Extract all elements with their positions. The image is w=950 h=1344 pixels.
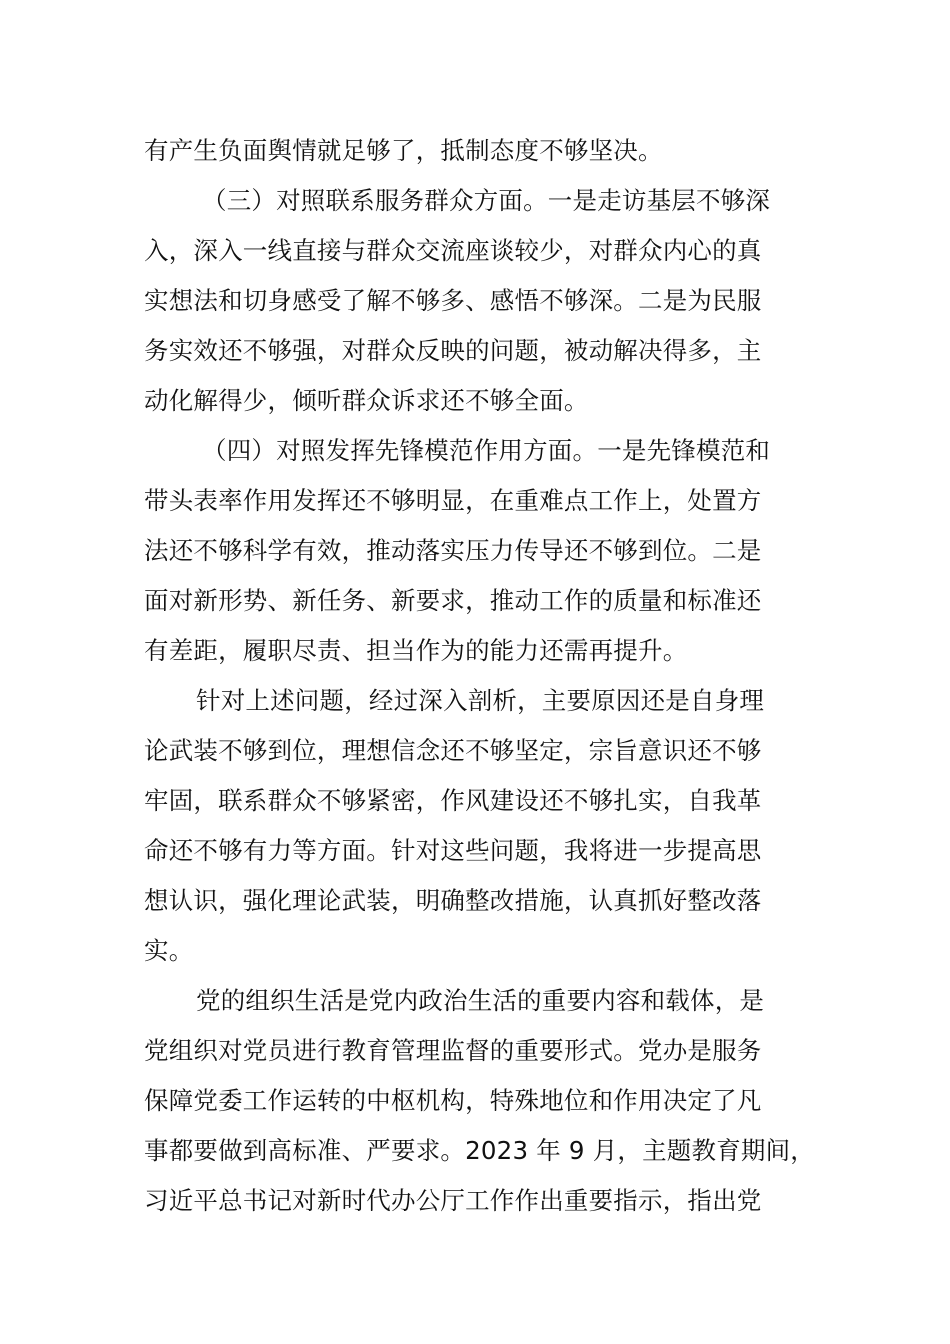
text-line: 有产生负面舆情就足够了，抵制态度不够坚决。: [144, 136, 663, 165]
text-line: 想认识，强化理论武装，明确整改措施，认真抓好整改落: [144, 886, 762, 915]
text-line: 面对新形势、新任务、新要求，推动工作的质量和标准还: [144, 586, 762, 615]
section-three-heading-line: （三）对照联系服务群众方面。一是走访基层不够深: [202, 186, 771, 215]
text-line: 法还不够科学有效，推动落实压力传导还不够到位。二是: [144, 536, 762, 565]
text-line: 实想法和切身感受了解不够多、感悟不够深。二是为民服: [144, 286, 762, 315]
paragraph-start-line: 针对上述问题，经过深入剖析，主要原因还是自身理: [196, 686, 765, 715]
text-line: 保障党委工作运转的中枢机构，特殊地位和作用决定了凡: [144, 1086, 762, 1115]
text-line: 命还不够有力等方面。针对这些问题，我将进一步提高思: [144, 836, 762, 865]
text-line: 有差距，履职尽责、担当作为的能力还需再提升。: [144, 636, 688, 665]
text-line: 牢固，联系群众不够紧密，作风建设还不够扎实，自我革: [144, 786, 762, 815]
text-line: 事都要做到高标准、严要求。2023 年 9 月，主题教育期间，: [144, 1136, 815, 1165]
text-line: 入，深入一线直接与群众交流座谈较少，对群众内心的真: [144, 236, 762, 265]
text-line: 论武装不够到位，理想信念还不够坚定，宗旨意识还不够: [144, 736, 762, 765]
paragraph-start-line: 党的组织生活是党内政治生活的重要内容和载体，是: [196, 986, 765, 1015]
document-body: [144, 126, 844, 1226]
section-four-heading-line: （四）对照发挥先锋模范作用方面。一是先锋模范和: [202, 436, 771, 465]
text-line: 动化解得少，倾听群众诉求还不够全面。: [144, 386, 589, 415]
text-line: 务实效还不够强，对群众反映的问题，被动解决得多，主: [144, 336, 762, 365]
text-line: 党组织对党员进行教育管理监督的重要形式。党办是服务: [144, 1036, 762, 1065]
text-line: 带头表率作用发挥还不够明显，在重难点工作上，处置方: [144, 486, 762, 515]
text-line: 实。: [144, 936, 194, 965]
text-line: 习近平总书记对新时代办公厅工作作出重要指示，指出党: [144, 1186, 762, 1215]
